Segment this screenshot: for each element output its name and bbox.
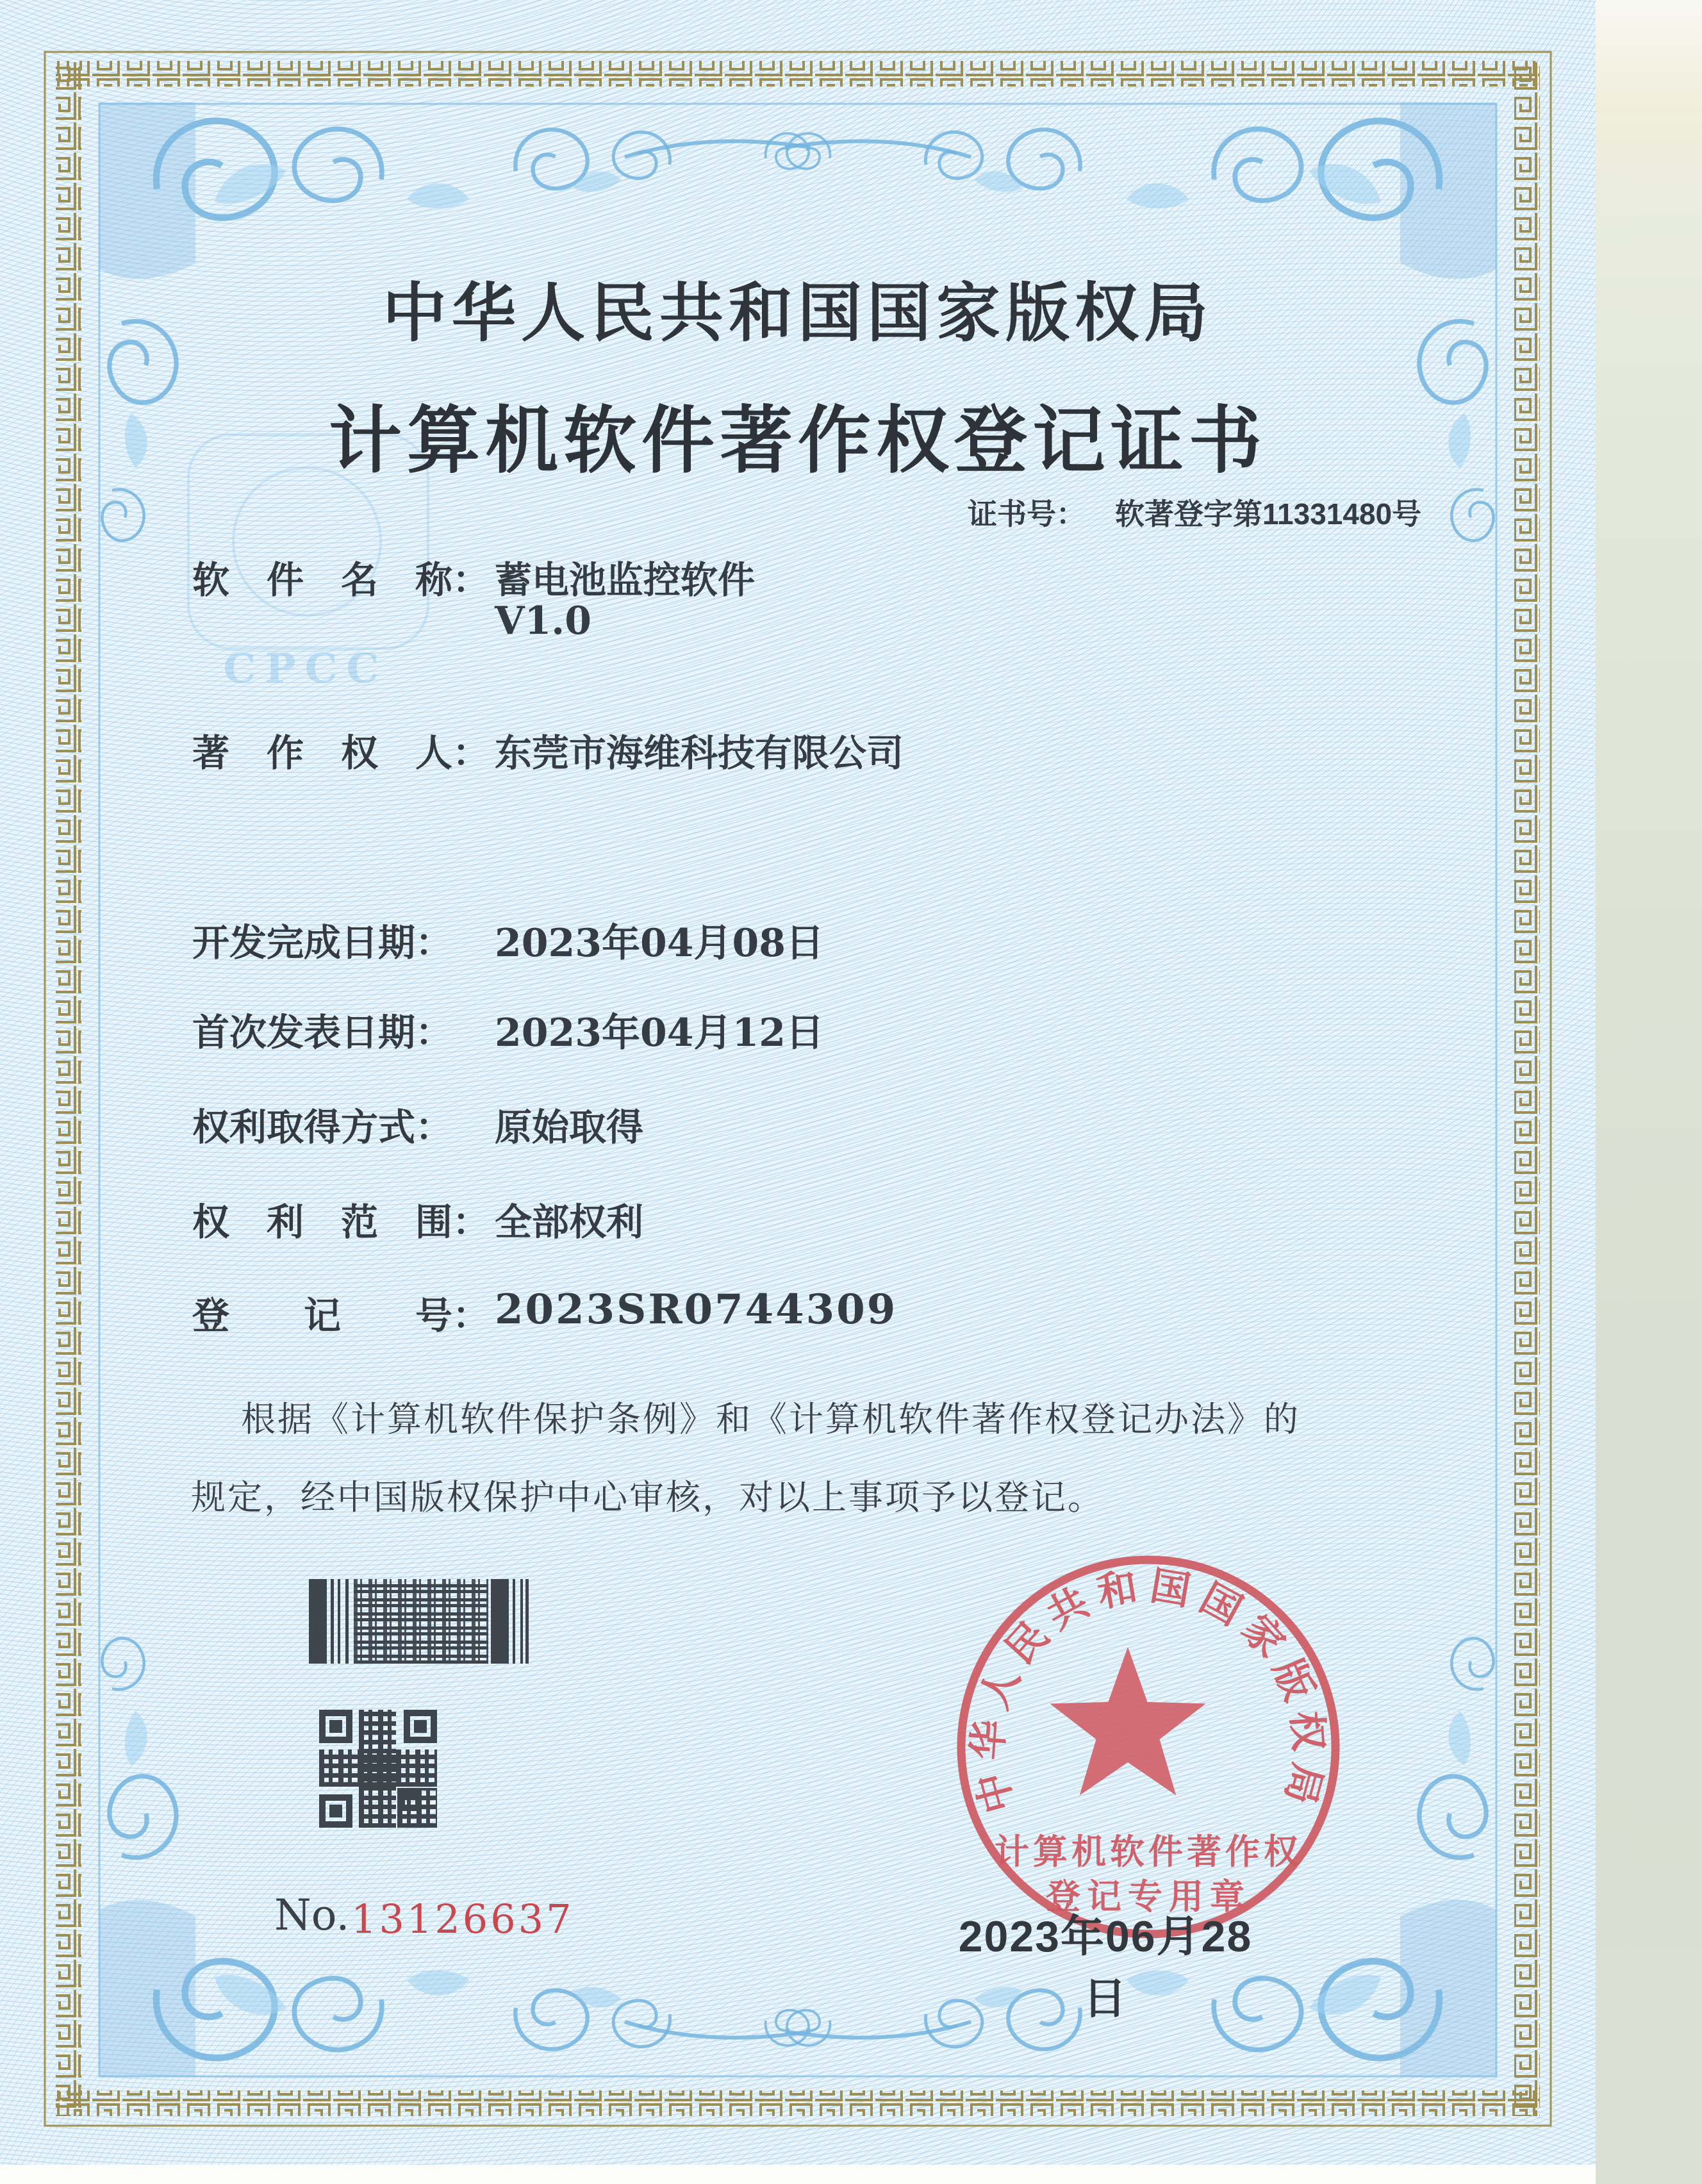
authority-title: 中华人民共和国国家版权局 xyxy=(383,275,1213,351)
software-version: V1.0 xyxy=(495,599,591,643)
field-value: 全部权利 xyxy=(495,1202,644,1243)
statement-line-2: 规定，经中国版权保护中心审核，对以上事项予以登记。 xyxy=(191,1478,1104,1517)
scanner-margin-right xyxy=(1596,0,1702,2184)
field-label: 权 利 范 围： xyxy=(192,1202,490,1243)
field-value: 东莞市海维科技有限公司 xyxy=(495,732,904,774)
field-label: 开发完成日期： xyxy=(192,922,453,964)
field-label: 首次发表日期： xyxy=(192,1012,453,1054)
field-label: 著 作 权 人： xyxy=(192,732,490,774)
certificate-number-value: 软著登字第11331480号 xyxy=(1115,497,1422,531)
field-label: 软 件 名 称： xyxy=(192,559,490,601)
issue-date: 2023年06月28日 xyxy=(958,1912,1253,2023)
seal-caption-line-2: 登记专用章 xyxy=(1046,1878,1251,1916)
field-value: 2023SR0744309 xyxy=(495,1286,898,1334)
certificate-title: 计算机软件著作权登记证书 xyxy=(328,397,1267,483)
field-value: 2023年04月12日 xyxy=(495,1011,824,1055)
field-value: 2023年04月08日 xyxy=(495,921,824,966)
watermark-label: CPCC xyxy=(223,645,388,693)
serial-prefix: No. xyxy=(274,1890,350,1940)
certificate-number-label: 证书号： xyxy=(968,497,1086,531)
seal-star xyxy=(1050,1647,1205,1796)
field-value: 蓄电池监控软件 xyxy=(495,559,756,601)
serial-number: 13126637 xyxy=(351,1896,574,1942)
field-label: 登 记 号： xyxy=(192,1295,490,1337)
field-value: 原始取得 xyxy=(495,1107,644,1148)
statement-line-1: 根据《计算机软件保护条例》和《计算机软件著作权登记办法》的 xyxy=(241,1400,1300,1439)
scanner-margin-bottom xyxy=(0,2165,1596,2184)
seal-caption-line-1: 计算机软件著作权 xyxy=(995,1833,1302,1871)
seal-ring-text: 中华人民共和国国家版权局 xyxy=(966,1564,1331,1818)
field-label: 权利取得方式： xyxy=(192,1107,453,1148)
